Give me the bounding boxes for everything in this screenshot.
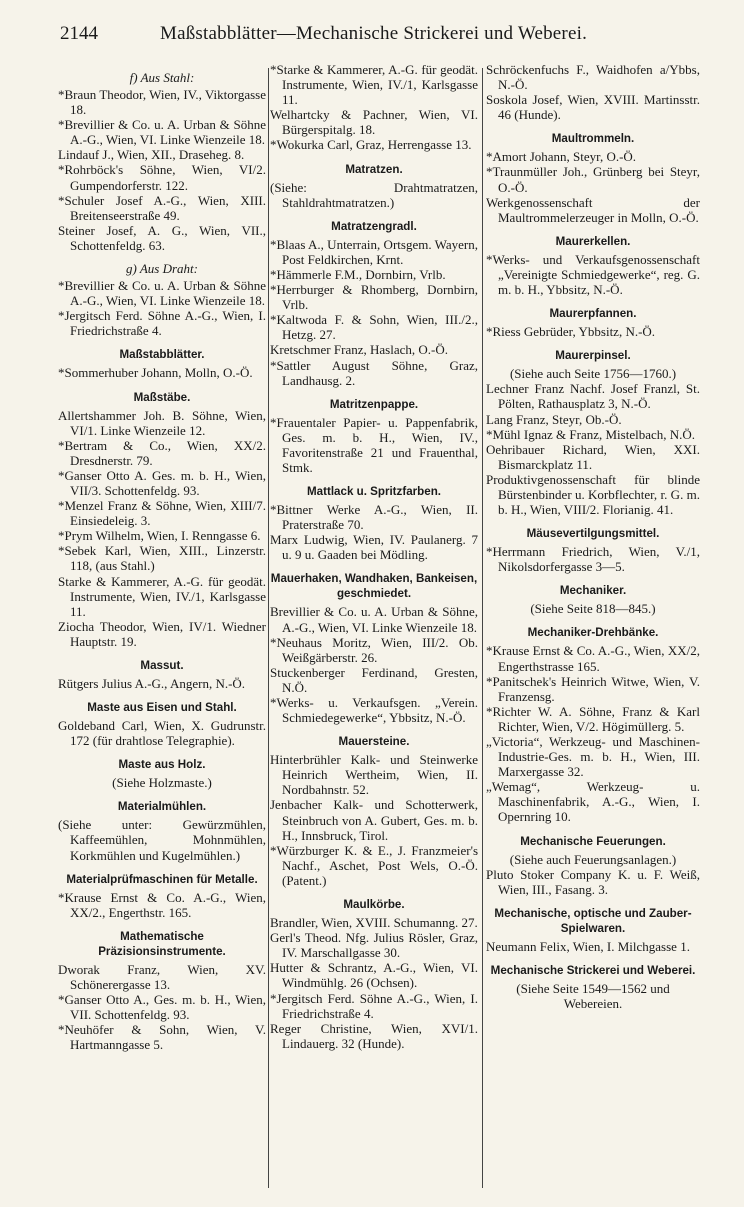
directory-entry: *Jergitsch Ferd. Söhne A.-G., Wien, I. Friedrichstraße 4. — [270, 990, 478, 1021]
directory-entry: *Herrburger & Rhomberg, Dornbirn, Vrlb. — [270, 282, 478, 313]
page-number: 2144 — [60, 23, 98, 44]
directory-entry: Werkgenossenschaft der Maultrommelerzeuger in Molln, O.-Ö. — [486, 194, 700, 225]
column-right — [486, 62, 700, 1192]
directory-entry: *Sebek Karl, Wien, XIII., Linzerstr. 118, (aus Stahl.) — [58, 543, 266, 574]
directory-entry: *Prym Wilhelm, Wien, I. Renngasse 6. — [58, 528, 261, 544]
column-divider — [268, 68, 269, 1188]
section-heading: Maurerkellen. — [555, 234, 631, 248]
directory-entry: *Ganser Otto A. Ges. m. b. H., Wien, VII/3. Schottenfeldg. 93. — [58, 467, 266, 498]
section-heading: Maßstäbe. — [133, 390, 191, 404]
directory-entry: *Werks- u. Verkaufsgen. „Verein. Schmiedegewerke“, Ybbsitz, N.-Ö. — [270, 695, 478, 726]
directory-entry: *Krause Ernst & Co. A.-G., Wien, XX/2., Engerthstr. 165. — [58, 889, 266, 920]
section-heading: Mauersteine. — [338, 735, 410, 749]
column-left — [58, 62, 266, 1192]
directory-entry: Welhartcky & Pachner, Wien, VI. Bürgerspitalg. 18. — [270, 107, 478, 138]
directory-entry: Ziocha Theodor, Wien, IV/1. Wiedner Hauptstr. 19. — [58, 618, 266, 649]
directory-entry: *Krause Ernst & Co. A.-G., Wien, XX/2, Engerthstrasse 165. — [486, 643, 700, 674]
directory-entry: Goldeband Carl, Wien, X. Gudrunstr. 172 (für drahtlose Telegraphie). — [58, 718, 266, 749]
directory-entry: Neumann Felix, Wien, I. Milchgasse 1. — [486, 938, 690, 954]
section-heading: Materialmühlen. — [117, 800, 207, 814]
directory-entry: *Schuler Josef A.-G., Wien, XIII. Breitenseerstraße 49. — [58, 192, 266, 223]
directory-entry: *Hämmerle F.M., Dornbirn, Vrlb. — [270, 266, 446, 282]
directory-entry: Lindauf J., Wien, XII., Draseheg. 8. — [58, 147, 245, 163]
directory-entry: *Jergitsch Ferd. Söhne A.-G., Wien, I. Friedrichstraße 4. — [58, 308, 266, 339]
directory-entry: Oehribauer Richard, Wien, XXI. Bismarckplatz 11. — [486, 441, 700, 472]
directory-entry: *Mühl Ignaz & Franz, Mistelbach, N.Ö. — [486, 426, 696, 442]
directory-entry: *Wokurka Carl, Graz, Herrengasse 13. — [270, 137, 472, 153]
directory-entry: *Riess Gebrüder, Ybbsitz, N.-Ö. — [486, 324, 656, 340]
directory-entry: *Neuhaus Moritz, Wien, III/2. Ob. Weißgärberstr. 26. — [270, 634, 478, 665]
directory-entry: (Siehe: Drahtmatratzen, Stahldrahtmatratzen.) — [270, 179, 478, 210]
section-heading: Mechanische Feuerungen. — [520, 834, 666, 848]
directory-entry: Produktivgenossenschaft für blinde Bürstenbinder u. Korbflechter, r. G. m. b. H., Wien, VIII/2. Florianig. 41. — [486, 471, 700, 518]
section-heading: Matratzen. — [345, 162, 403, 176]
cross-reference-note: (Siehe auch Seite 1756—1760.) — [509, 366, 677, 382]
directory-entry: *Traunmüller Joh., Grünberg bei Steyr, O.-Ö. — [486, 164, 700, 195]
directory-entry: Marx Ludwig, Wien, IV. Paulanerg. 7 u. 9 u. Gaaden bei Mödling. — [270, 532, 478, 563]
section-heading: Materialprüfmaschinen für Metalle. — [66, 872, 258, 886]
page-title: Maßstabblätter—Mechanische Strickerei und Weberei. — [160, 23, 588, 44]
column-divider — [482, 68, 483, 1188]
directory-entry: *Brevillier & Co. u. A. Urban & Söhne A.-G., Wien, VI. Linke Wienzeile 18. — [58, 117, 266, 148]
section-heading: Mauerhaken, Wandhaken, Bankeisen, geschmiedet. — [270, 572, 478, 601]
section-heading: Mechanische, optische und Zauber-Spielwaren. — [494, 906, 692, 935]
directory-entry: *Richter W. A. Söhne, Franz & Karl Richter, Wien, V/2. Högimüllerg. 5. — [486, 703, 700, 734]
cross-reference-note: (Siehe auch Feuerungsanlagen.) — [509, 851, 677, 867]
directory-entry: Hutter & Schrantz, A.-G., Wien, VI. Windmühlg. 26 (Ochsen). — [270, 960, 478, 991]
directory-entry: (Siehe unter: Gewürzmühlen, Kaffeemühlen, Mohnmühlen, Korkmühlen und Kugelmühlen.) — [58, 817, 266, 863]
directory-entry: *Ganser Otto A., Ges. m. b. H., Wien, VII. Schottenfeldg. 93. — [58, 992, 266, 1023]
subsection-heading: g) Aus Draht: — [126, 261, 198, 277]
directory-entry: Allertshammer Joh. B. Söhne, Wien, VI/1. Linke Wienzeile 12. — [58, 407, 266, 438]
directory-entry: Schröckenfuchs F., Waidhofen a/Ybbs, N.-Ö. — [486, 62, 700, 93]
directory-entry: Dworak Franz, Wien, XV. Schönerergasse 13. — [58, 961, 266, 992]
directory-entry: *Neuhöfer & Sohn, Wien, V. Hartmanngasse 5. — [58, 1022, 266, 1053]
directory-entry: Hinterbrühler Kalk- und Steinwerke Heinrich Wertheim, Wien, II. Nordbahnstr. 52. — [270, 752, 478, 798]
section-heading: Maßstabblätter. — [119, 348, 205, 362]
directory-entry: Stuckenberger Ferdinand, Gresten, N.Ö. — [270, 664, 478, 695]
directory-entry: Starke & Kammerer, A.-G. für geodät. Instrumente, Wien, IV./1, Karlsgasse 11. — [58, 573, 266, 619]
directory-entry: *Amort Johann, Steyr, O.-Ö. — [486, 149, 637, 165]
directory-entry: Pluto Stoker Company K. u. F. Weiß, Wien, III., Fasang. 3. — [486, 866, 700, 897]
section-heading: Massut. — [140, 659, 184, 672]
directory-entry: Lang Franz, Steyr, Ob.-Ö. — [486, 411, 622, 427]
directory-entry: *Sattler August Söhne, Graz, Landhausg. 2. — [270, 357, 478, 388]
directory-entry: Gerl's Theod. Nfg. Julius Rösler, Graz, IV. Marschallgasse 30. — [270, 930, 478, 961]
section-heading: Mattlack u. Spritzfarben. — [307, 485, 441, 499]
section-heading: Matritzenpappe. — [329, 397, 419, 411]
section-heading: Mechaniker-Drehbänke. — [527, 626, 659, 640]
directory-entry: Rütgers Julius A.-G., Angern, N.-Ö. — [58, 676, 246, 691]
section-heading: Maulkörbe. — [343, 898, 405, 912]
directory-entry: *Brevillier & Co. u. A. Urban & Söhne A.-G., Wien, VI. Linke Wienzeile 18. — [58, 278, 266, 309]
directory-entry: *Braun Theodor, Wien, IV., Viktorgasse 18. — [58, 87, 266, 118]
directory-entry: *Rohrböck's Söhne, Wien, VI/2. Gumpendorferstr. 122. — [58, 162, 266, 193]
directory-entry: *Starke & Kammerer, A.-G. für geodät. Instrumente, Wien, IV./1, Karlsgasse 11. — [270, 62, 478, 108]
directory-entry: *Bittner Werke A.-G., Wien, II. Praterstraße 70. — [270, 502, 478, 533]
section-heading: Mathematische Präzisionsinstrumente. — [98, 929, 226, 958]
directory-entry: „Wemag“, Werkzeug- u. Maschinenfabrik, A.-G., Wien, I. Opernring 10. — [486, 779, 700, 825]
directory-entry: Steiner Josef, A. G., Wien, VII., Schottenfeldg. 63. — [58, 222, 266, 253]
directory-entry: *Herrmann Friedrich, Wien, V./1, Nikolsdorfergasse 3—5. — [486, 544, 700, 575]
page-header — [60, 22, 700, 46]
directory-entry: Jenbacher Kalk- und Schotterwerk, Steinbruch von A. Gubert, Ges. m. b. H., Innsbruck, Tirol. — [270, 797, 478, 843]
section-heading: Maurerpinsel. — [555, 349, 631, 363]
directory-entry: *Blaas A., Unterrain, Ortsgem. Wayern, Post Feldkirchen, Krnt. — [270, 236, 478, 267]
directory-entry: *Würzburger K. & E., J. Franzmeier's Nachf., Aschet, Post Wels, O.-Ö. (Patent.) — [270, 842, 478, 888]
directory-columns — [58, 62, 700, 1197]
section-heading: Mechaniker. — [559, 584, 627, 598]
section-heading: Matratzengradl. — [331, 219, 417, 233]
directory-entry: Reger Christine, Wien, XVI/1. Lindauerg. 32 (Hunde). — [270, 1020, 478, 1051]
subsection-heading: f) Aus Stahl: — [129, 70, 195, 85]
cross-reference-note: (Siehe Seite 1549—1562 und Webereien. — [516, 980, 670, 1012]
directory-entry: Kretschmer Franz, Haslach, O.-Ö. — [270, 342, 448, 358]
section-heading: Mäusevertilgungsmittel. — [526, 527, 660, 541]
section-heading: Maste aus Holz. — [118, 758, 206, 772]
directory-entry: „Victoria“, Werkzeug- und Maschinen-Industrie-Ges. m. b. H., Wien, III. Marxergasse 32. — [486, 734, 700, 780]
directory-entry: *Panitschek's Heinrich Witwe, Wien, V. Franzensg. — [486, 673, 700, 704]
directory-entry: *Bertram & Co., Wien, XX/2. Dresdnerstr. 79. — [58, 437, 266, 468]
column-middle — [270, 62, 478, 1192]
cross-reference-note: (Siehe Holzmaste.) — [112, 775, 212, 791]
directory-entry: Brandler, Wien, XVIII. Schumanng. 27. — [270, 915, 478, 931]
section-heading: Mechanische Strickerei und Weberei. — [490, 963, 696, 977]
directory-entry: *Kaltwoda F. & Sohn, Wien, III./2., Hetzg. 27. — [270, 312, 478, 343]
directory-entry: *Sommerhuber Johann, Molln, O.-Ö. — [58, 365, 253, 381]
cross-reference-note: (Siehe Seite 818—845.) — [530, 601, 656, 617]
directory-entry: *Werks- und Verkaufsgenossenschaft „Vereinigte Schmiedgewerke“, reg. G. m. b. H., Ybbsitz, N.-Ö. — [486, 251, 700, 298]
section-heading: Maurerpfannen. — [549, 307, 637, 321]
directory-entry: *Frauentaler Papier- u. Pappenfabrik, Ges. m. b. H., Wien, IV., Favoritenstraße 21 und Frauenthal, Stmk. — [270, 414, 478, 475]
directory-entry: *Menzel Franz & Söhne, Wien, XIII/7. Einsiedeleig. 3. — [58, 498, 266, 529]
section-heading: Maste aus Eisen und Stahl. — [87, 701, 237, 715]
directory-entry: Brevillier & Co. u. A. Urban & Söhne, A.-G., Wien, VI. Linke Wienzeile 18. — [270, 604, 478, 635]
section-heading: Maultrommeln. — [551, 132, 635, 146]
directory-entry: Soskola Josef, Wien, XVIII. Martinsstr. 46 (Hunde). — [486, 92, 700, 123]
directory-entry: Lechner Franz Nachf. Josef Franzl, St. Pölten, Rathausplatz 3, N.-Ö. — [486, 381, 700, 412]
